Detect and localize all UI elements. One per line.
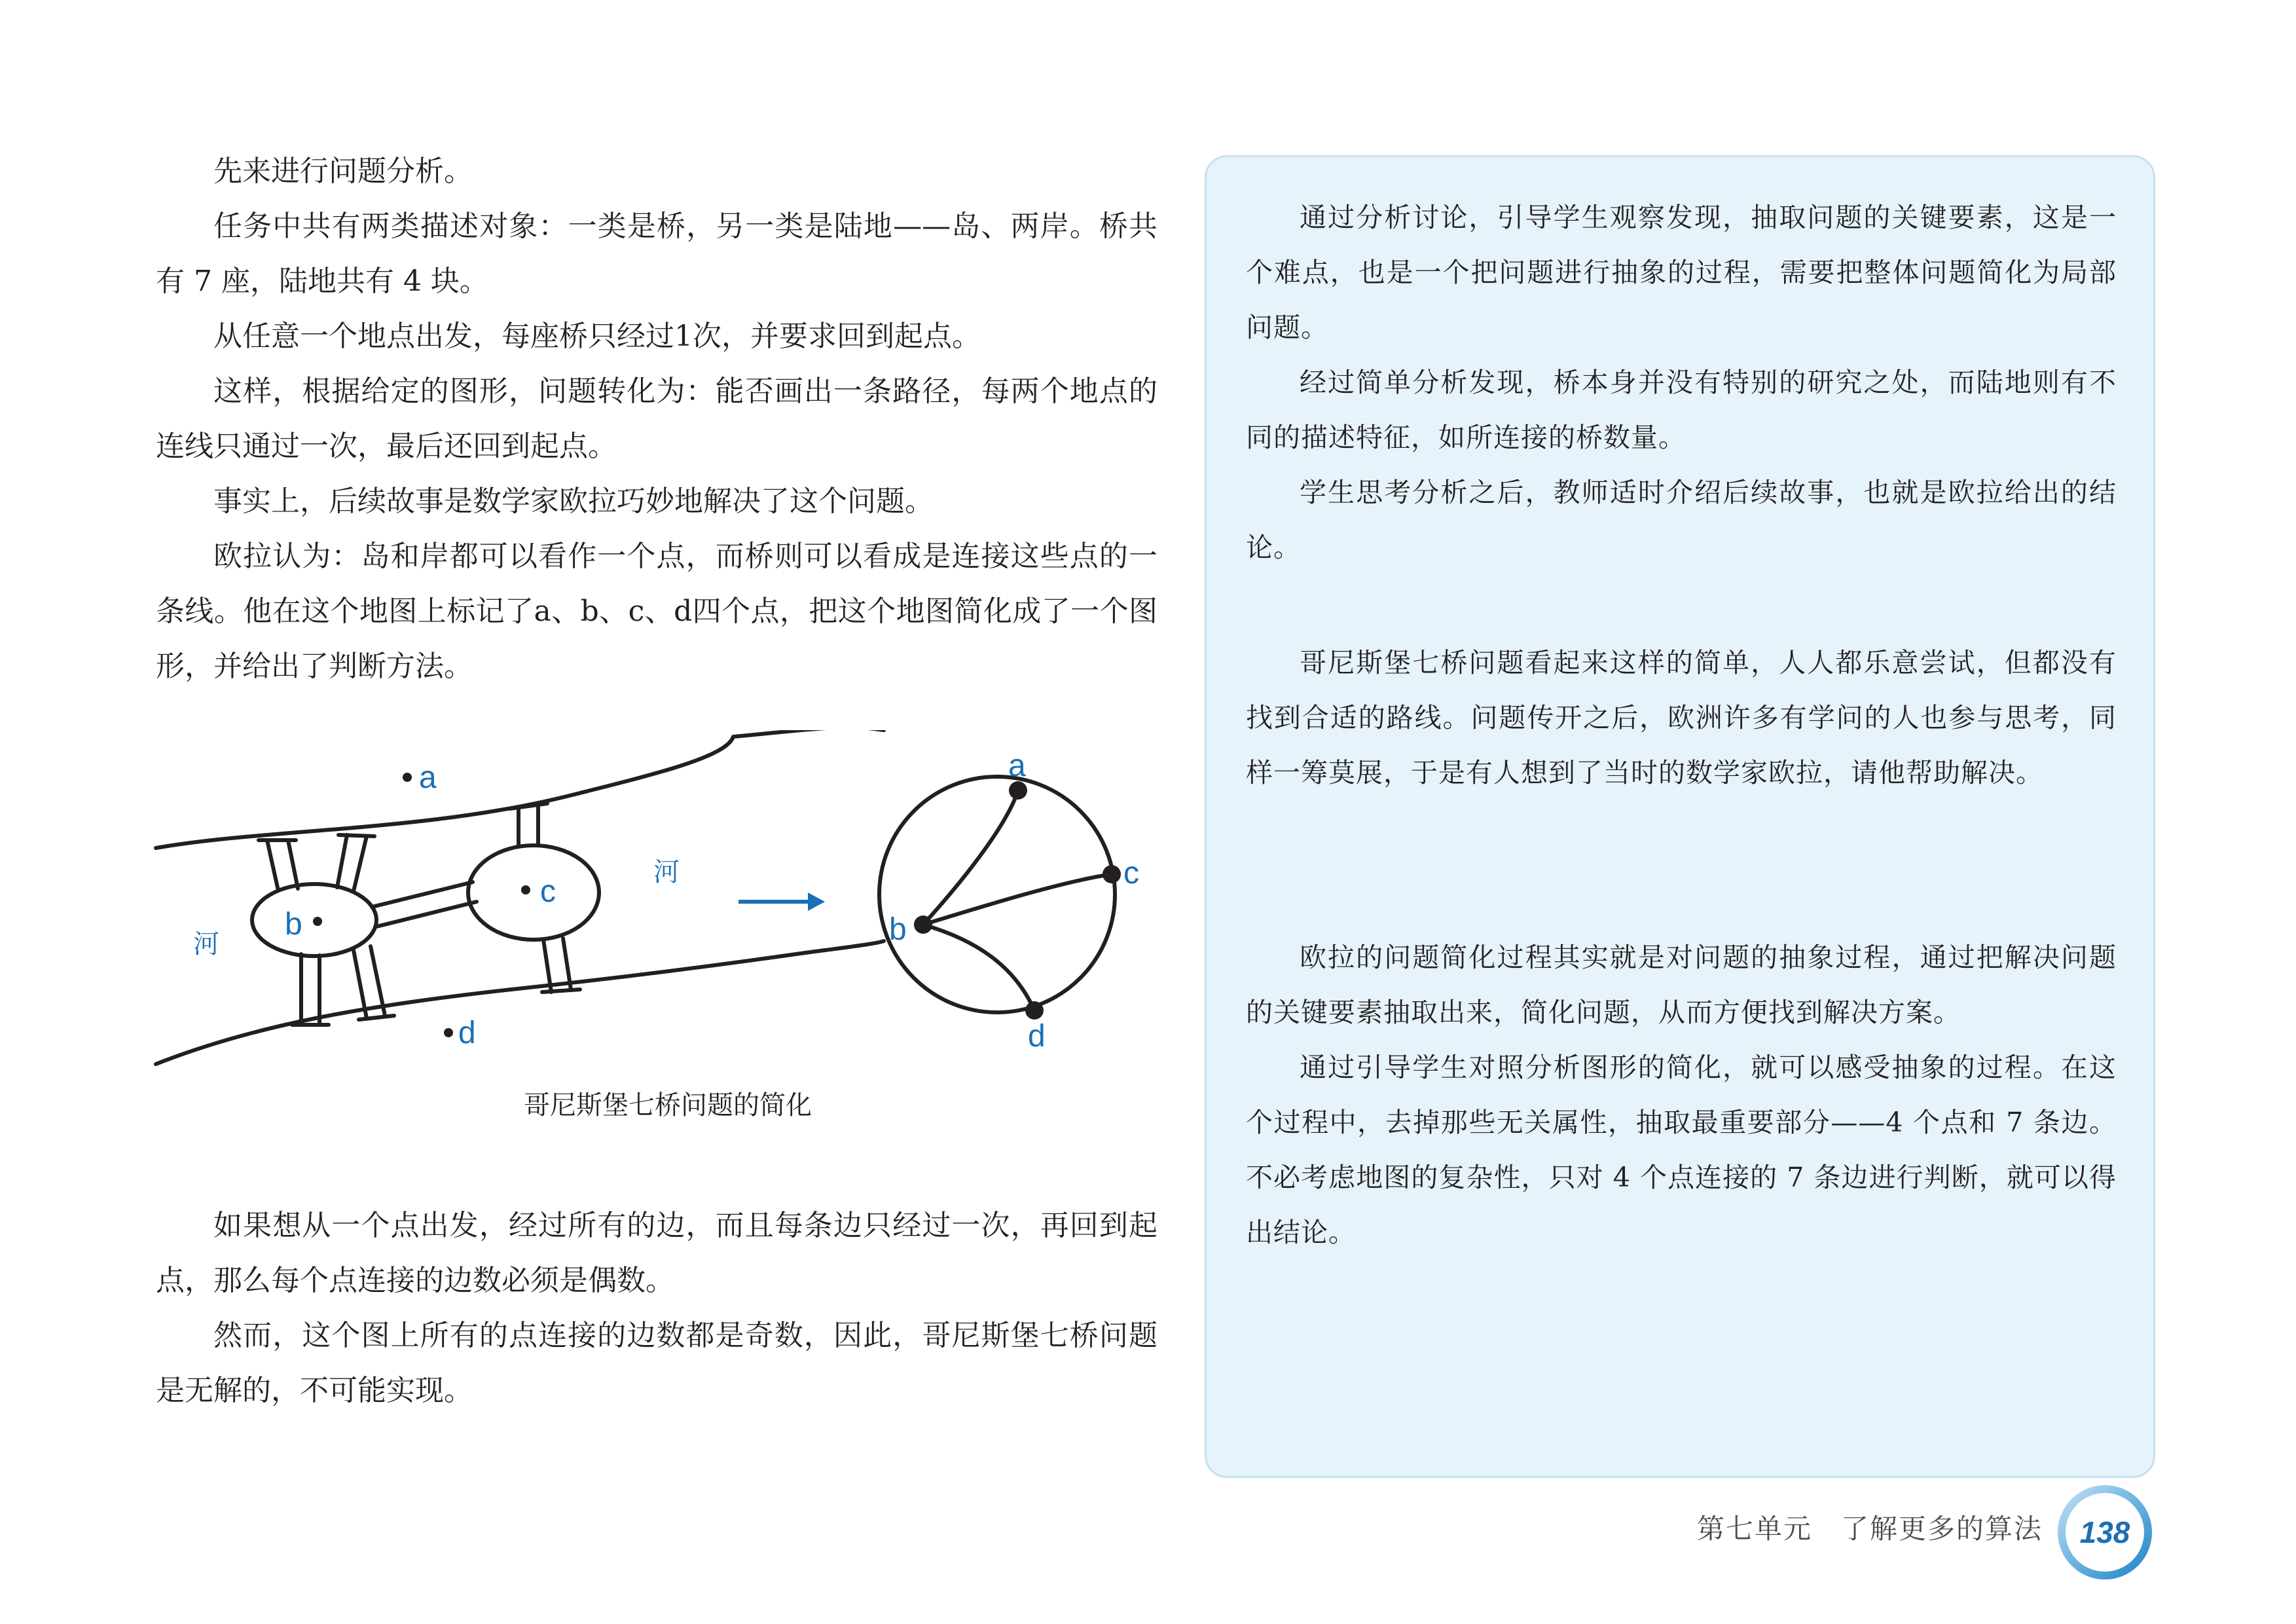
graph-node-b [914, 915, 932, 934]
arrow-right-icon [738, 893, 825, 911]
bridge-b-upper-1 [267, 840, 298, 891]
river-label-right: 河 [653, 857, 680, 887]
main-text-top [156, 144, 1157, 694]
graph-label-a: a [1008, 748, 1026, 783]
map-label-d: d [458, 1016, 476, 1050]
note-block-3 [1246, 930, 2117, 1260]
konigsberg-diagram [151, 730, 1172, 1097]
paragraph: 从任意一个地点出发，每座桥只经过1次，并要求回到起点。 [213, 320, 981, 353]
paragraph: 任务中共有两类描述对象：一类是桥，另一类是陆地——岛、两岸。桥共有 7 座，陆地共有 4 块。 [156, 210, 1157, 298]
bridge-b-upper-2 [337, 835, 367, 891]
paragraph: 如果想从一个点出发，经过所有的边，而且每条边只经过一次，再回到起点，那么每个点连接的边数必须是偶数。 [156, 1209, 1157, 1297]
edge-b-c [923, 874, 1112, 925]
graph-node-a [1009, 781, 1027, 800]
note-paragraph: 通过引导学生对照分析图形的简化，就可以感受抽象的过程。在这个过程中，去掉那些无关属性，抽取最重要部分——4 个点和 7 条边。不必考虑地图的复杂性，只对 4 个点连接的 7 条边进行判断，就可以得出结论。 [1246, 1052, 2117, 1248]
bridge-b-lower-1 [301, 954, 319, 1025]
island-c [468, 845, 599, 940]
page-number: 138 [2079, 1515, 2130, 1549]
note-paragraph: 学生思考分析之后，教师适时介绍后续故事，也就是欧拉给出的结论。 [1246, 477, 2117, 563]
graph-label-b: b [889, 912, 907, 947]
map-label-a: a [419, 760, 437, 795]
river-label-left: 河 [193, 929, 219, 959]
map-label-c: c [540, 874, 556, 909]
edge-b-a [923, 790, 1018, 925]
paragraph: 事实上，后续故事是数学家欧拉巧妙地解决了这个问题。 [213, 485, 934, 518]
note-paragraph: 欧拉的问题简化过程其实就是对问题的抽象过程，通过把解决问题的关键要素抽取出来，简化问题，从而方便找到解决方案。 [1246, 942, 2117, 1028]
graph-node-c [1102, 865, 1121, 883]
lower-shore [156, 941, 884, 1064]
graph-label-c: c [1123, 856, 1139, 891]
note-block-2 [1246, 635, 2117, 800]
konigsberg-figure [151, 730, 1172, 1097]
teacher-note-panel [1205, 155, 2155, 1478]
note-paragraph: 哥尼斯堡七桥问题看起来这样的简单，人人都乐意尝试，但都没有找到合适的路线。问题传开之后，欧洲许多有学问的人也参与思考，同样一筹莫展，于是有人想到了当时的数学家欧拉，请他帮助解决。 [1246, 647, 2117, 788]
note-block-1 [1246, 190, 2117, 575]
unit-title: 第七单元 了解更多的算法 [1696, 1513, 2043, 1545]
bridge-b-c [372, 882, 477, 927]
paragraph: 这样，根据给定的图形，问题转化为：能否画出一条路径，每两个地点的连线只通过一次，最后还回到起点。 [156, 375, 1157, 463]
paragraph: 欧拉认为：岛和岸都可以看作一个点，而桥则可以看成是连接这些点的一条线。他在这个地图上标记了a、b、c、d四个点，把这个地图简化成了一个图形，并给出了判断方法。 [156, 540, 1157, 683]
graph-circle [879, 777, 1115, 1012]
graph-label-d: d [1028, 1019, 1046, 1054]
page-number-badge [2056, 1483, 2154, 1581]
note-paragraph: 经过简单分析发现，桥本身并没有特别的研究之处，而陆地则有不同的描述特征，如所连接的桥数量。 [1246, 367, 2117, 453]
paragraph: 然而，这个图上所有的点连接的边数都是奇数，因此，哥尼斯堡七桥问题是无解的，不可能实现。 [156, 1319, 1157, 1407]
paragraph: 先来进行问题分析。 [213, 155, 473, 188]
figure-caption: 哥尼斯堡七桥问题的简化 [524, 1090, 812, 1120]
map-label-b: b [285, 907, 302, 942]
main-text-bottom [156, 1198, 1157, 1418]
note-paragraph: 通过分析讨论，引导学生观察发现，抽取问题的关键要素，这是一个难点，也是一个把问题进行抽象的过程，需要把整体问题简化为局部问题。 [1246, 202, 2117, 343]
graph-node-d [1025, 1001, 1044, 1020]
bridge-c-upper [519, 803, 538, 847]
